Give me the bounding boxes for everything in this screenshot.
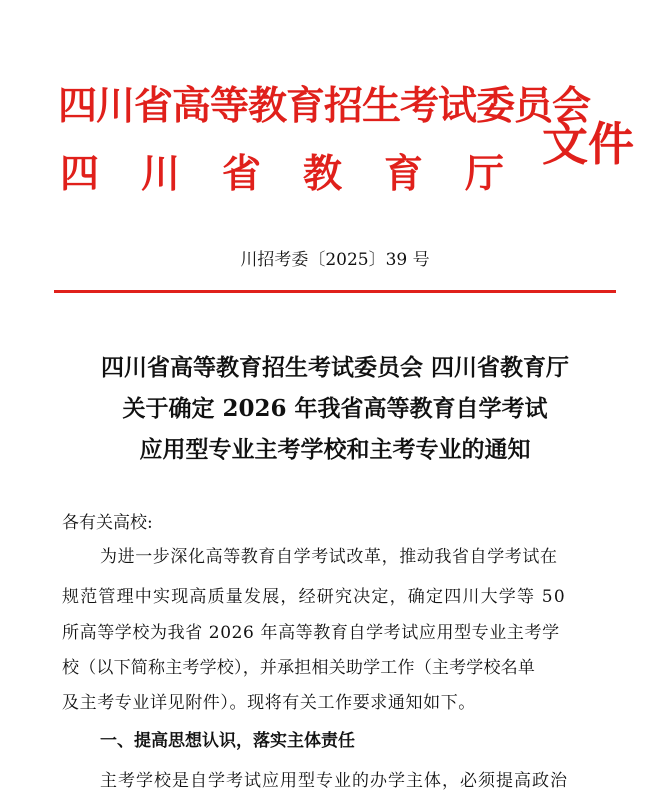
title-line-1: 四川省高等教育招生考试委员会 四川省教育厅 bbox=[100, 354, 569, 381]
masthead-org-line-2: 四川省教育厅 bbox=[60, 151, 547, 197]
title-line-2: 关于确定 2026 年我省高等教育自学考试 bbox=[122, 395, 548, 422]
masthead-doc-type: 文件 bbox=[542, 117, 634, 171]
paragraph-1-line: 为进一步深化高等教育自学考试改革，推动我省自学考试在 bbox=[100, 547, 558, 567]
paragraph-1-line: 校（以下简称主考学校），并承担相关助学工作（主考学校名单 bbox=[62, 658, 536, 678]
paragraph-1-line: 及主考专业详见附件）。现将有关工作要求通知如下。 bbox=[62, 693, 476, 713]
section-1-heading: 一、提高思想认识，落实主体责任 bbox=[100, 731, 355, 751]
title-line-3: 应用型专业主考学校和主考专业的通知 bbox=[139, 436, 531, 463]
paragraph-2-line: 主考学校是自学考试应用型专业的办学主体，必须提高政治 bbox=[100, 771, 568, 791]
red-separator-line bbox=[54, 290, 616, 293]
paragraph-1-line: 规范管理中实现高质量发展，经研究决定，确定四川大学等 50 bbox=[62, 587, 566, 607]
masthead-org-line-1: 四川省高等教育招生考试委员会 bbox=[58, 83, 591, 129]
paragraph-1-line: 所高等学校为我省 2026 年高等教育自学考试应用型专业主考学 bbox=[62, 623, 560, 643]
salutation: 各有关高校: bbox=[62, 513, 153, 533]
document-number: 川招考委〔2025〕39 号 bbox=[240, 250, 430, 270]
